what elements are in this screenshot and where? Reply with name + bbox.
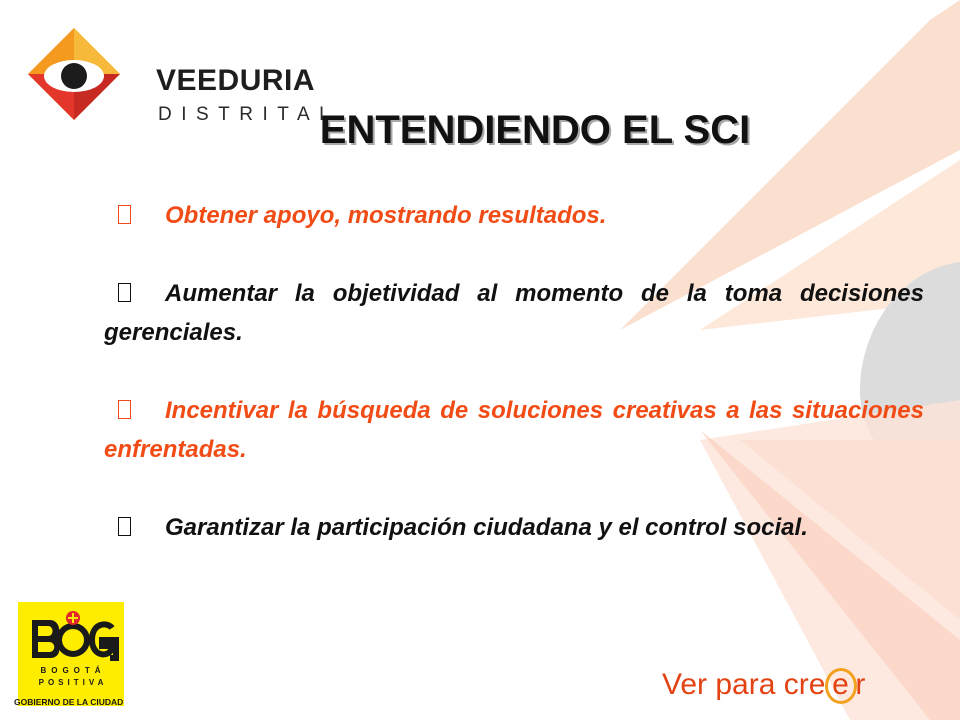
list-item-text: Garantizar la participación ciudadana y el control social. xyxy=(165,514,808,541)
square-bullet-icon xyxy=(118,283,131,302)
slide-title: ENTENDIENDO EL SCI xyxy=(319,108,751,152)
list-item xyxy=(104,391,924,469)
slogan-before: Ver para cre xyxy=(662,668,826,701)
bogota-positiva-logo xyxy=(18,602,124,706)
list-item xyxy=(104,508,924,547)
square-bullet-icon xyxy=(118,205,131,224)
bog-line1: BOGOTÁ xyxy=(40,666,106,675)
bog-caption: GOBIERNO DE LA CIUDAD xyxy=(14,697,124,707)
bog-mark-icon xyxy=(18,602,124,666)
list-item xyxy=(104,196,924,235)
bullet-list xyxy=(104,196,924,586)
list-item-text: Aumentar la objetividad al momento de la toma decisiones gerenciales. xyxy=(104,280,924,346)
slogan-after: r xyxy=(855,668,866,701)
slogan xyxy=(662,668,865,702)
square-bullet-icon xyxy=(118,517,131,536)
square-bullet-icon xyxy=(118,400,131,419)
list-item-text: Incentivar la búsqueda de soluciones creativas a las situaciones enfrentadas. xyxy=(104,397,924,463)
bog-line2: POSITIVA xyxy=(38,678,108,687)
list-item xyxy=(104,274,924,352)
logo-name: VEEDURIA xyxy=(156,64,316,97)
slogan-highlight: e xyxy=(825,668,855,702)
logo-subtitle: DISTRITAL xyxy=(158,104,340,125)
list-item-text: Obtener apoyo, mostrando resultados. xyxy=(165,202,607,229)
